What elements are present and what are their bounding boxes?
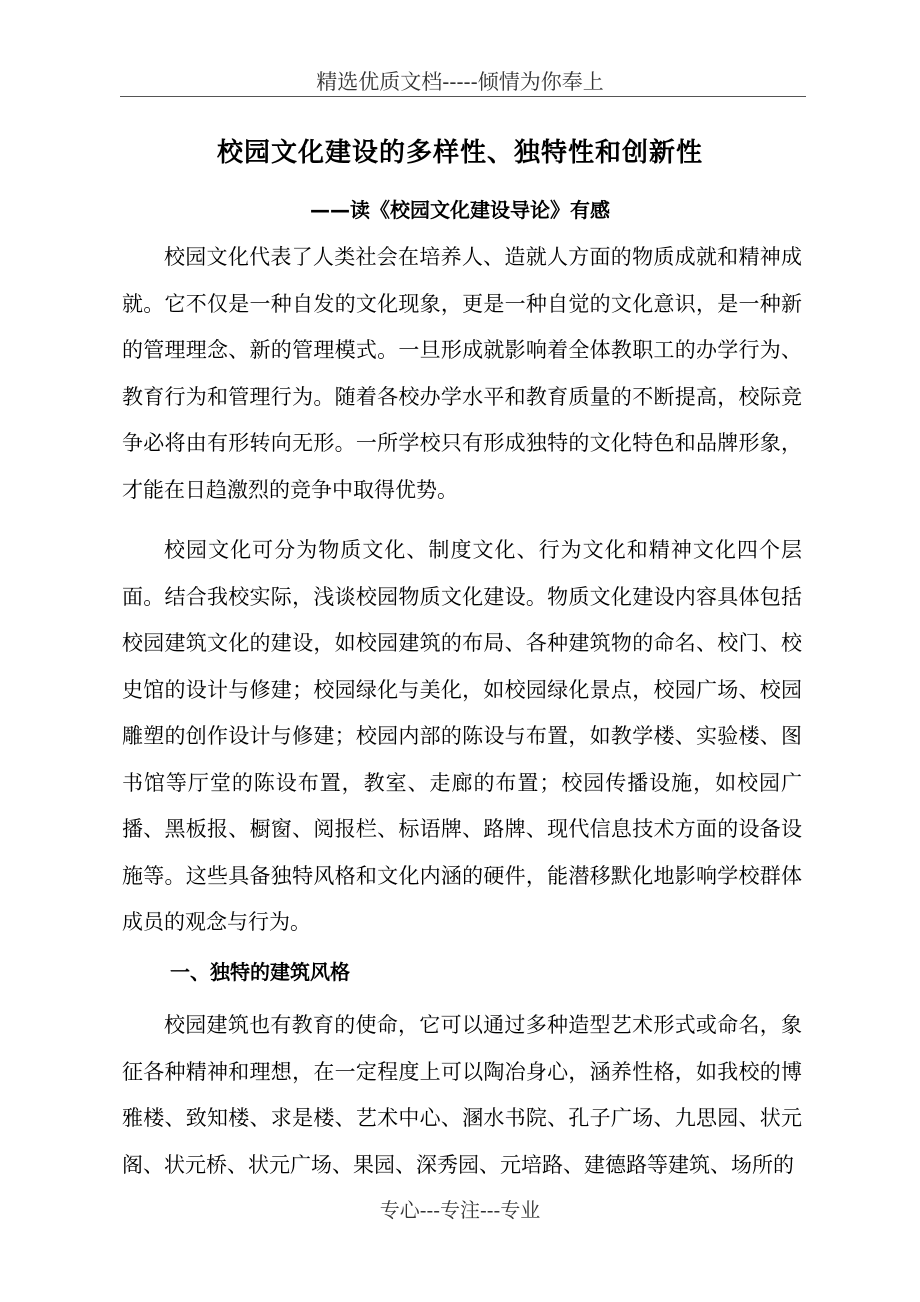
- paragraph-text: 校园建筑也有教育的使命，它可以通过多种造型艺术形式或命名，象征各种精神和理想，在一定程度上可以陶冶身心，涵养性格，如我校的博雅楼、致知楼、求是楼、艺术中心、溷水书院、孔子广场、九思园、状元阁、状元桥、状元广场、果园、深秀园、元培路、建德路等建筑、场所的: [122, 1013, 802, 1177]
- paragraph-text: 校园文化可分为物质文化、制度文化、行为文化和精神文化四个层面。结合我校实际，浅谈校园物质文化建设。物质文化建设内容具体包括校园建筑文化的建设，如校园建筑的布局、各种建筑物的命名、校门、校史馆的设计与修建；校园绿化与美化，如校园绿化景点，校园广场、校园雕塑的创作设计与修建；校园内部的陈设与布置，如教学楼、实验楼、图书馆等厅堂的陈设布置，教室、走廊的布置；校园传播设施，如校园广播、黑板报、橱窗、阅报栏、标语牌、路牌、现代信息技术方面的设备设施等。这些具备独特风格和文化内涵的硬件，能潜移默化地影响学校群体成员的观念与行为。: [122, 538, 802, 934]
- paragraph-3: [122, 1002, 802, 1188]
- paragraph-text: 校园文化代表了人类社会在培养人、造就人方面的物质成就和精神成就。它不仅是一种自发的文化现象，更是一种自觉的文化意识，是一种新的管理理念、新的管理模式。一旦形成就影响着全体教职工的办学行为、教育行为和管理行为。随着各校办学水平和教育质量的不断提高，校际竞争必将由有形转向无形。一所学校只有形成独特的文化特色和品牌形象，才能在日趋激烈的竞争中取得优势。: [122, 245, 802, 502]
- document-subtitle: ——读《校园文化建设导论》有感: [310, 198, 610, 222]
- header-divider: [120, 96, 806, 97]
- paragraph-1: [122, 234, 802, 513]
- page-footer: 专心---专注---专业: [379, 1198, 541, 1222]
- paragraph-2: [122, 527, 802, 946]
- document-title: 校园文化建设的多样性、独特性和创新性: [216, 138, 703, 168]
- section-heading: 一、独特的建筑风格: [170, 960, 350, 984]
- page-header: 精选优质文档-----倾情为你奉上: [316, 70, 604, 94]
